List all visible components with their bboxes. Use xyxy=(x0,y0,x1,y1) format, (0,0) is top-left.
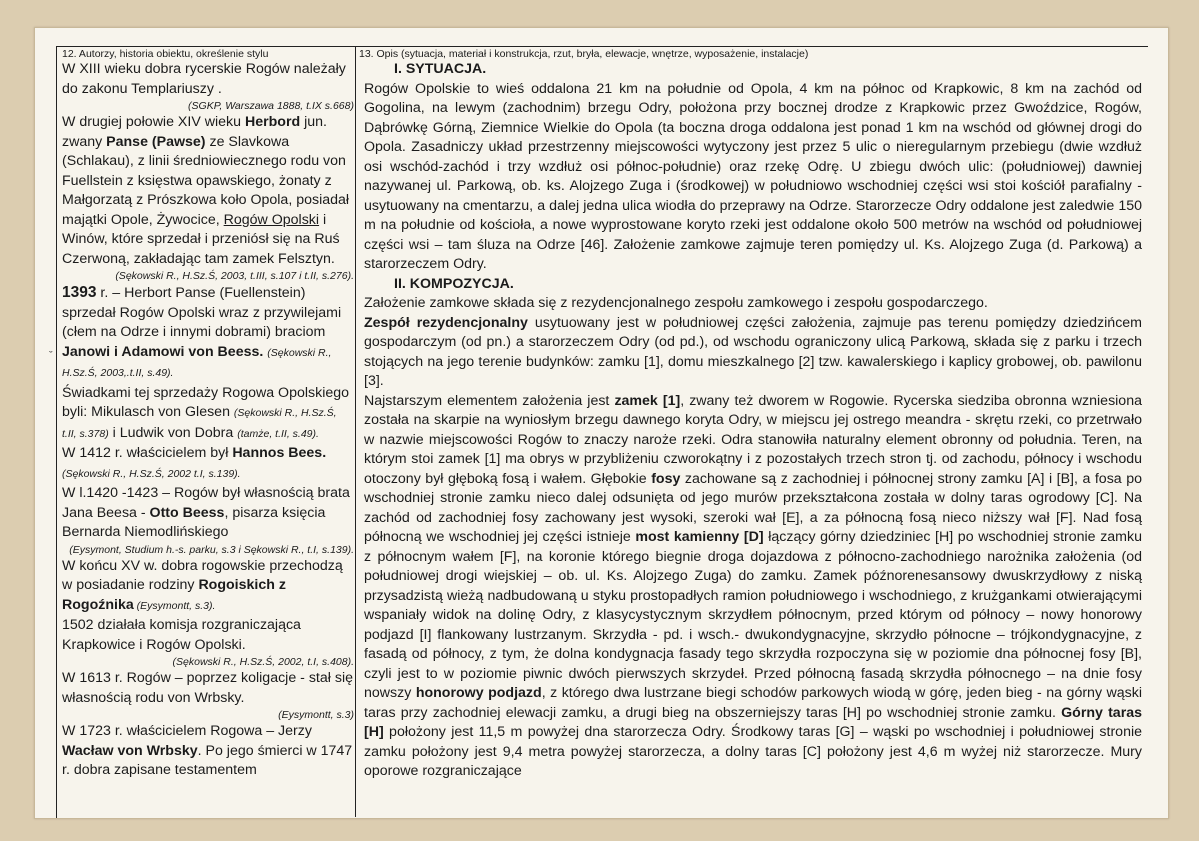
paragraph: W drugiej połowie XIV wieku Herbord jun. zwany Panse (Pawse) ze Slavkowa (Schlakau), z linii średniowiecznego rodu von Fuellstein z księstwa opawskiego, żonaty z Małgorzatą z Prószkowa koło Opola, posiadał majątki Opole, Żywocice, Rogów Opolski i Winów, które sprzedał i przeniósł się na Ruś Czerwoną, zakładając tam zamek Felsztyn. xyxy=(62,114,350,267)
description-column xyxy=(364,60,1142,782)
left-column-header: 12. Autorzy, historia obiektu, określenie stylu xyxy=(62,48,269,60)
right-column-header: 13. Opis (sytuacja, materiał i konstrukcja, rzut, bryła, elewacje, wnętrze, wyposażenie, instalacje) xyxy=(359,48,809,60)
paragraph: Założenie zamkowe składa się z rezydencjonalnego zespołu zamkowego i zespołu gospodarczego. xyxy=(364,295,988,311)
paragraph: Świadkami tej sprzedaży Rogowa Opolskiego byli: Mikulasch von Glesen (Sękowski R., H.Sz.Ś, t.II, s.378) i Ludwik von Dobra (tamże, t.II, s.49). xyxy=(62,384,350,441)
paragraph: Zespół rezydencjonalny usytuowany jest w południowej części założenia, zajmuje pas terenu pomiędzy dziedzińcem gospodarczym (od pn.) a starorzeczem Odry (od pd.), od wschodu ograniczony ulicą Parkową, składa się z parku i trzech stojących na jego terenie budynków: zamku [1], domu mieszkalnego [2] tzw. kawalerskiego i kaplicy grobowej, ob. pawilonu [3]. xyxy=(364,314,1142,389)
reference: (SGKP, Warszawa 1888, t.IX s.668) xyxy=(188,100,354,112)
paragraph: 1502 działała komisja rozgraniczająca Krapkowice i Rogów Opolski. xyxy=(62,617,301,653)
paragraph: W XIII wieku dobra rycerskie Rogów należały do zakonu Templariuszy . xyxy=(62,61,346,97)
margin-mark: ˬ xyxy=(49,341,53,353)
reference: (Eysymontt, s.3) xyxy=(278,709,354,721)
section-heading: II. KOMPOZYCJA. xyxy=(394,275,514,292)
paragraph: W 1613 r. Rogów – poprzez koligacje - stał się własnością rodu von Wrbsky. xyxy=(62,670,353,706)
reference: (Sękowski R., H.Sz.Ś, 2002, t.I, s.408). xyxy=(172,656,354,668)
reference: (Sękowski R., H.Sz.Ś, 2003, t.III, s.107 i t.II, s.276). xyxy=(115,270,354,282)
history-column xyxy=(62,60,354,781)
paragraph: 1393 r. – Herbort Panse (Fuellenstein) sprzedał Rogów Opolski wraz z przywilejami (cłem na Odrze i innymi dobrami) braciom Janowi i Adamowi von Beess. (Sękowski R., H.Sz.Ś, 2003,.t.II, s.49). xyxy=(62,284,342,379)
paragraph: W końcu XV w. dobra rogowskie przechodzą w posiadanie rodziny Rogoiskich z Rogoźnika (Eysymontt, s.3). xyxy=(62,557,343,613)
column-divider xyxy=(355,46,356,817)
reference: (Eysymont, Studium h.-s. parku, s.3 i Sękowski R., t.I, s.139). xyxy=(69,543,354,556)
paragraph: Rogów Opolskie to wieś oddalona 21 km na południe od Opola, 4 km na północ od Krapkowic, 8 km na zachód od Gogolina, na lewym (zachodnim) brzegu Odry, położona przy bocznej drodze z Krapkowic przez Gwoździce, Rogów, Dąbrówkę Górną, Ziemnice Wielkie do Opola (ta boczna droga oddalona jest ponad 1 km na wschód od głównej drogi do Opola. Zasadniczy układ przestrzenny miejscowości wytyczony jest przez 5 ulic o nieregularnym przebiegu (dwie wzdłuż osi wschód-zachód i trzy wzdłuż osi północ-południe) oraz rzekę Odrę. U zbiegu dwóch ulic: (południowej) dawniej nazywanej ul. Parkową, ob. ks. Alojzego Zuga i (środkowej) w południowo wschodniej części wsi stoi kościół parafialny - usytuowany na cmentarzu, a dalej jedna ulica wiodła do przeprawy na Odrze. Starorzecze Odry oddalone jest zaledwie 150 m na południe od kościoła, a nowe wyprostowane koryto rzeki jest oddalone około 500 metrów na wschód od południowej części wsi – tam śluza na Odrze [46]. Założenie zamkowe zajmuje teren pomiędzy ul. Ks. Alojzego Zuga (d. Parkową) a starorzeczem Odry. xyxy=(364,80,1142,272)
paragraph: W 1723 r. właścicielem Rogowa – Jerzy Wacław von Wrbsky. Po jego śmierci w 1747 r. dobra zapisane testamentem xyxy=(62,723,353,778)
paragraph: W l.1420 -1423 – Rogów był własnością brata Jana Beesa - Otto Beess, pisarza księcia Bernarda Niemodlińskiego xyxy=(62,485,350,540)
section-heading: I. SYTUACJA. xyxy=(394,61,487,77)
paragraph: Najstarszym elementem założenia jest zamek [1], zwany też dworem w Rogowie. Rycerska siedziba obronna wzniesiona została na skarpie na wyniosłym brzegu dawnego koryta Odry, w miejscu jej ostrego meandra - skrętu rzeki, co przetrwało w nazwie miejscowości Rogów to znaczy naroże rzeki. Odra stanowiła naturalny element obronny od południa. Teren, na którym stoi zamek [1] ma obrys w przybliżeniu czworokątny i z pozostałych trzech stron tj. od zachodu, północy i wschodu otoczony był głęboką fosą i wałem. Głębokie fosy zachowane są z zachodniej i północnej strony zamku [A] i [B], a fosa po wschodniej stronie zamku nieco dalej odsunięta od jego murów przekształcona została w dolny taras ogrodowy [C]. Na zachód od zachodniej fosy zachowany jest wysoki, szeroki wał [E], a za północną fosą nieco niższy wał [F]. Nad fosą północną we wschodniej jej części istnieje most kamienny [D] łączący górny dziedziniec [H] po wschodniej stronie zamku z północnym wałem [F], na koronie którego biegnie droga dojazdowa z północno-zachodniego narożnika założenia (od południowej drogi wiejskiej – ob. ul. Ks. Alojzego Zuga) do zamku. Zamek późnorenesansowy dwuskrzydłowy z niską przysadzistą wieżą nadbudowaną u styku prostopadłych ramion południowego i wschodniego, z krużgankami otwierającymi wspaniały widok na dolinę Odry, z klasycystycznym skrzydłem północnym, przed którym od północy – nowy honorowy podjazd [I] flankowany lustrzanym. Skrzydła - pd. i wsch.- dwukondygnacyjne, skrzydło północne – trójkondygnacyjne, z fasadą od północy, z tym, że dolna kondygnacja fasady tego skrzydła rozpoczyna się w poziomie dna północnej fosy [B], czyli jest to w poziomie piwnic dwóch pierwszych skrzydeł. Przed północną fasadą skrzydła północnego – na dnie fosy nowszy honorowy podjazd, z którego dwa lustrzane biegi schodów parkowych wiodą w górę, jeden bieg - na górny wąski taras przy zachodniej elewacji zamku, a drugi bieg na obszerniejszy taras [H] po wschodniej stronie zamku. Górny taras [H] położony jest 11,5 m powyżej dna starorzecza Odry. Środkowy taras [G] – wąski po wschodniej i południowej stronie zamku położony jest 9,4 metra powyżej starorzecza, a dolny taras [C] położony jest 4,6 m wyżej niż starorzecze. Mury oporowe rozgraniczające xyxy=(364,392,1143,779)
paragraph: W 1412 r. właścicielem był Hannos Bees. (Sękowski R., H.Sz.Ś, 2002 t.I, s.139). xyxy=(62,445,327,480)
